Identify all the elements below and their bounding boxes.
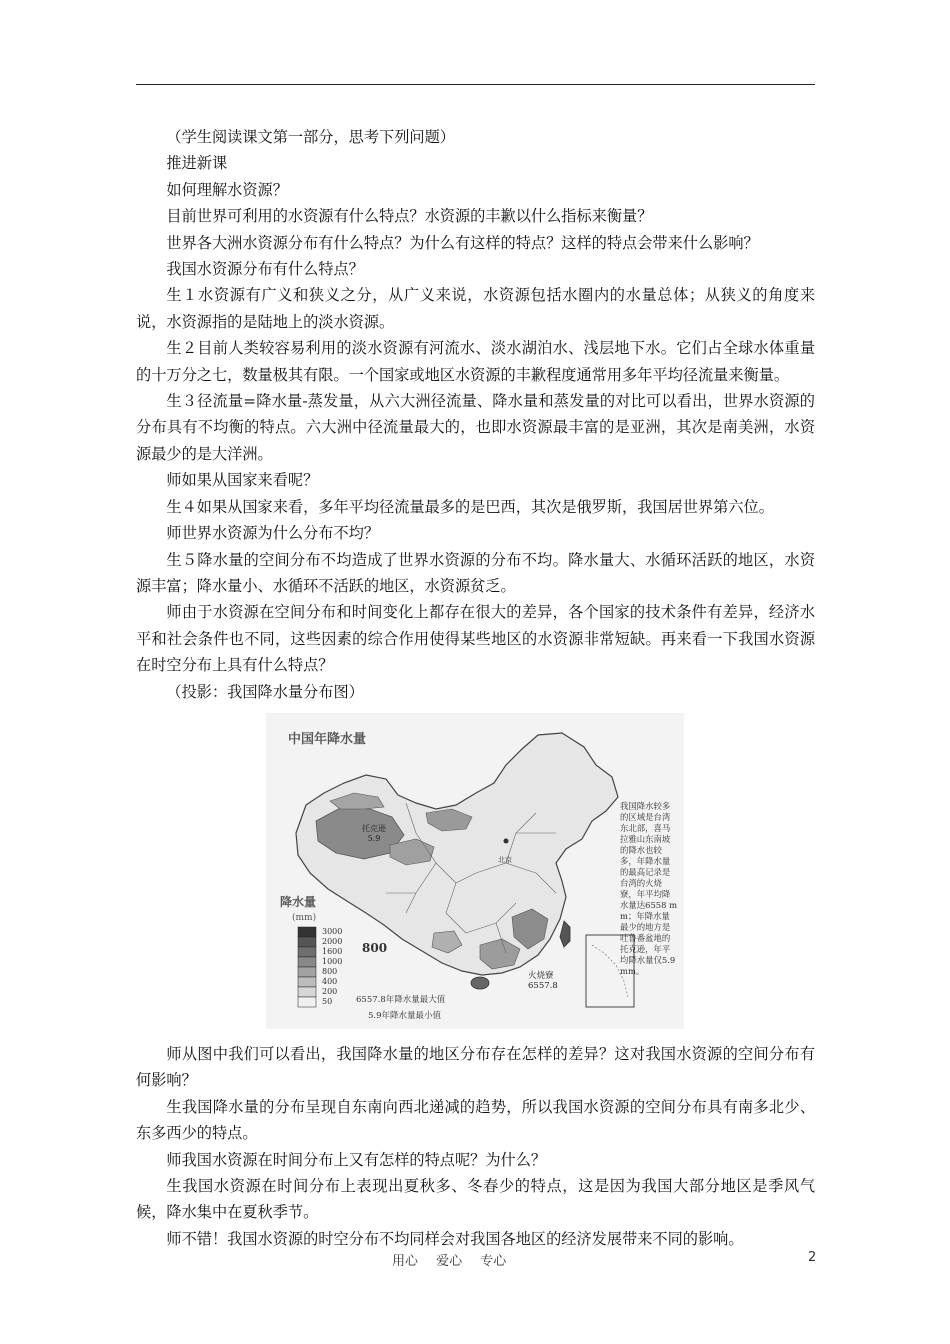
huoshaoliao-value: 6557.8 [528,980,558,991]
paragraph: 我国水资源分布有什么特点？ [166,260,364,279]
precipitation-map-figure [266,713,684,1029]
paragraph: 师世界水资源为什么分布不均？ [166,524,380,543]
tuokexun-value: 5.9 [367,833,381,843]
legend-unit: (mm) [292,912,317,923]
legend-value: 400 [322,976,338,986]
paragraph: 生我国降水量的分布呈现自东南向西北递减的趋势，所以我国水资源的空间分布具有南多北少、东多西少的特点。 [136,1097,815,1143]
paragraph: 生我国水资源在时间分布上表现出夏秋多、冬春少的特点，这是因为我国大部分地区是季风气候，降水集中在夏秋季节。 [136,1176,815,1222]
legend-value: 50 [322,996,333,1006]
paragraph: 师如果从国家来看呢？ [166,471,319,490]
page-footer [0,1250,950,1270]
paragraph: 师我国水资源在时间分布上又有怎样的特点呢？为什么？ [166,1150,547,1169]
legend-labels [322,927,342,1007]
document-body [136,124,815,1252]
legend-title: 降水量 [280,894,317,909]
legend-value: 1000 [322,956,343,966]
map-title: 中国年降水量 [288,731,367,747]
huoshaoliao-name: 火烧寮 [528,970,554,981]
legend-value: 200 [322,986,338,996]
paragraph: 目前世界可利用的水资源有什么特点？水资源的丰歉以什么指标来衡量？ [166,207,653,226]
paragraph: 生３径流量=降水量-蒸发量，从六大洲径流量、降水量和蒸发量的对比可以看出，世界水资源的分布具有不均衡的特点。六大洲中径流量最大的，也即水资源最丰富的是亚洲，其次是南美洲，水资源最少的是大洋洲。 [136,392,815,463]
paragraph: 生５降水量的空间分布不均造成了世界水资源的分布不均。降水量大、水循环活跃的地区，水资源丰富；降水量小、水循环不活跃的地区，水资源贫乏。 [136,550,815,595]
paragraph: 师从图中我们可以看出，我国降水量的地区分布存在怎样的差异？这对我国水资源的空间分布有何影响？ [136,1044,815,1090]
beijing-marker [504,838,509,843]
map-annotation: 我国降水较多的区域是台湾东北部，喜马拉雅山东南坡的降水也较多，年降水量的最高记录是台湾的火烧寮，年平均降水量达6558 mm；年降水量最少的地方是吐鲁番盆地的托克逊，年平均降水量仅5.9 mm。 [620,800,678,976]
paragraph: 师由于水资源在空间分布和时间变化上都存在很大的差异，各个国家的技术条件有差异，经济水平和社会条件也不同，这些因素的综合作用使得某些地区的水资源非常短缺。再来看一下我国水资源在时空分布上具有什么特点？ [136,603,815,675]
paragraph: 推进新课 [166,154,228,173]
footer-motto: 用心 爱心 专心 [392,1254,507,1269]
paragraph: 世界各大洲水资源分布有什么特点？为什么有这样的特点？这样的特点会带来什么影响？ [166,233,759,252]
beijing-label: 北京 [498,855,512,864]
taiwan-island [560,921,570,947]
max-value-label: 6557.8年降水量最大值 [356,994,446,1005]
legend-ramp [298,927,316,1007]
isohyet-800-label: 800 [362,940,388,955]
page-number: 2 [808,1250,817,1265]
legend-value: 1600 [322,946,343,956]
paragraph: 如何理解水资源？ [166,180,288,199]
legend-value: 3000 [322,926,343,936]
hainan-island [471,977,489,989]
paragraph: （投影：我国降水量分布图） [166,682,364,701]
paragraph: 生１水资源有广义和狭义之分，从广义来说，水资源包括水圈内的水量总体；从狭义的角度来说，水资源指的是陆地上的淡水资源。 [136,286,815,331]
paragraph: （学生阅读课文第一部分，思考下列问题） [166,128,455,146]
paragraph: 生２目前人类较容易利用的淡水资源有河流水、淡水湖泊水、浅层地下水。它们占全球水体重量的十万分之七，数量极其有限。一个国家或地区水资源的丰歉程度通常用多年平均径流量来衡量。 [136,339,815,384]
min-value-label: 5.9年降水量最小值 [368,1010,442,1021]
huoshaoliao-label [528,971,558,991]
tuokexun-name: 托克逊 [362,823,386,833]
legend-value: 800 [322,966,338,976]
header-rule [136,84,815,85]
tuokexun-label [362,824,386,844]
paragraph: 生４如果从国家来看，多年平均径流量最多的是巴西，其次是俄罗斯，我国居世界第六位。 [166,497,774,516]
paragraph: 师不错！我国水资源的时空分布不均同样会对我国各地区的经济发展带来不同的影响。 [166,1229,744,1248]
legend-value: 2000 [322,936,343,946]
